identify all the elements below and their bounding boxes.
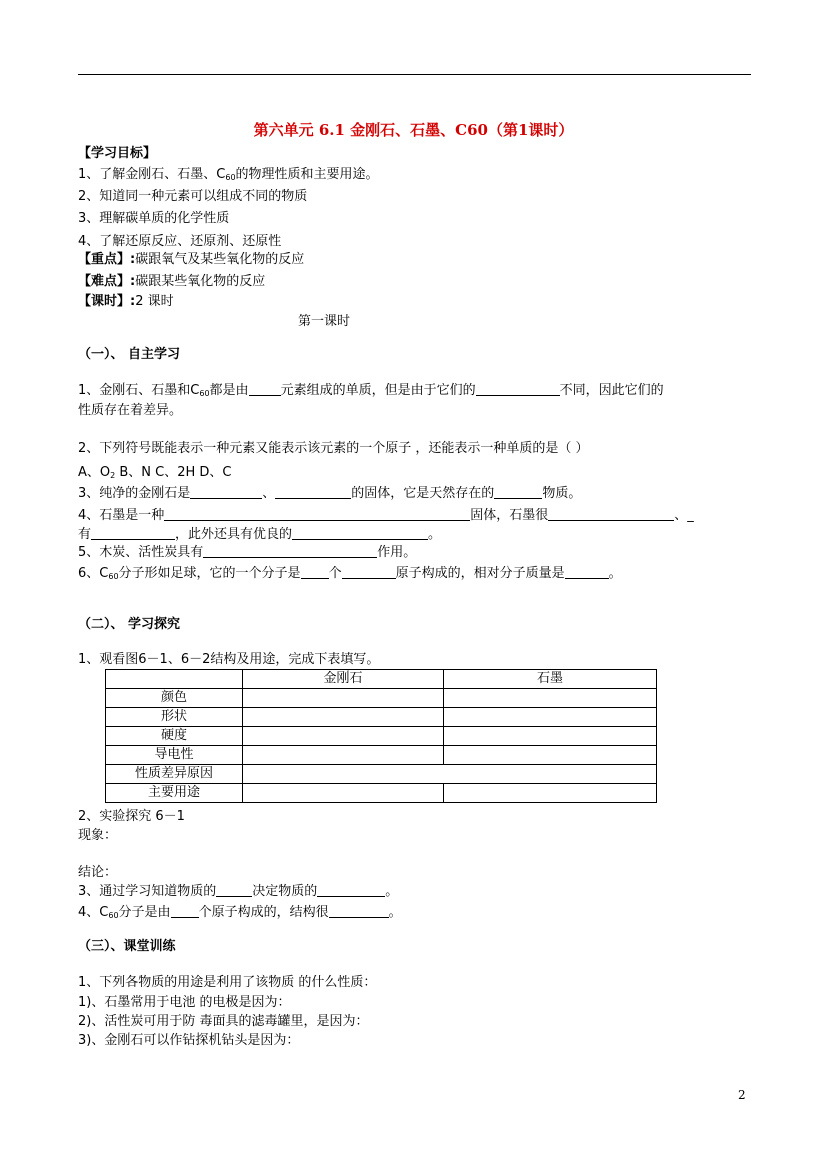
table-cell[interactable] xyxy=(444,746,657,765)
answer-blank[interactable] xyxy=(275,486,351,499)
answer-blank[interactable] xyxy=(329,905,389,918)
key-point: 【重点】:碳跟氧气及某些氧化物的反应 xyxy=(78,252,305,267)
s3-item-3: 3)、金刚石可以作钻探机钻头是因为： xyxy=(78,1033,300,1048)
s2-q2: 2、实验探究 6－1 xyxy=(78,809,185,824)
table-cell[interactable] xyxy=(444,784,657,803)
s1-q3: 3、纯净的金刚石是 、 的固体，它是天然存在的 物质。 xyxy=(78,486,582,501)
table-cell[interactable] xyxy=(243,689,444,708)
s1-q5: 5、木炭、活性炭具有 作用。 xyxy=(78,545,417,560)
answer-blank[interactable] xyxy=(565,566,609,579)
s1-q4-line2: 有 ，此外还具有优良的 。 xyxy=(78,527,442,542)
table-row xyxy=(106,689,657,708)
table-header-cell xyxy=(106,670,243,689)
s2-q1: 1、观看图6－1、6－2结构及用途，完成下表填写。 xyxy=(78,652,380,667)
objective-item-1: 1、了解金刚石、石墨、$C_{60}$的物理性质和主要用途。 xyxy=(78,167,379,182)
s1-q4-line1: 4、石墨是一种 固体，石墨很 、_ xyxy=(78,508,694,523)
answer-blank[interactable] xyxy=(317,884,385,897)
table-cell[interactable] xyxy=(444,708,657,727)
s1-q2-options: A、$O_2$ B、N C、2H D、C xyxy=(78,465,232,480)
s3-item-1: 1)、石墨常用于电池 的电极是因为： xyxy=(78,995,291,1010)
s3-q1: 1、下列各物质的用途是利用了该物质 的什么性质： xyxy=(78,975,377,990)
row-label: 硬度 xyxy=(106,727,243,746)
table-cell-merged[interactable] xyxy=(243,765,657,784)
table-cell[interactable] xyxy=(243,708,444,727)
section3-heading: （三）、课堂训练 xyxy=(78,939,176,954)
s3-item-2: 2)、活性炭可用于防 毒面具的滤毒罐里，是因为： xyxy=(78,1014,369,1029)
table-row xyxy=(106,765,657,784)
row-label: 性质差异原因 xyxy=(106,765,243,784)
table-cell[interactable] xyxy=(243,784,444,803)
s2-q4: 4、$C_{60}$分子是由 个原子构成的，结构很 。 xyxy=(78,905,402,920)
objectives-heading: 【学习目标】 xyxy=(78,146,157,161)
answer-blank[interactable] xyxy=(548,508,674,521)
s1-q2: 2、下列符号既能表示一种元素又能表示该元素的一个原子 ，还能表示一种单质的是（ ） xyxy=(78,441,589,456)
table-row xyxy=(106,708,657,727)
table-cell[interactable] xyxy=(444,689,657,708)
row-label: 形状 xyxy=(106,708,243,727)
row-label: 颜色 xyxy=(106,689,243,708)
header-rule xyxy=(78,74,751,75)
table-row xyxy=(106,727,657,746)
row-label: 导电性 xyxy=(106,746,243,765)
table-row xyxy=(106,746,657,765)
table-header-cell: 金刚石 xyxy=(243,670,444,689)
answer-blank[interactable] xyxy=(216,884,252,897)
lesson-label: 第一课时 xyxy=(298,314,351,329)
answer-blank[interactable] xyxy=(249,383,281,396)
page-number: 2 xyxy=(738,1088,746,1102)
phenomenon-label: 现象： xyxy=(78,828,118,843)
s1-q1-line1: 1、金刚石、石墨和$C_{60}$都是由 元素组成的单质，但是由于它们的 不同，因此它们的 xyxy=(78,383,664,398)
answer-blank[interactable] xyxy=(301,566,329,579)
answer-blank[interactable] xyxy=(494,486,542,499)
table-row xyxy=(106,784,657,803)
answer-blank[interactable] xyxy=(171,905,199,918)
s1-q6: 6、$C_{60}$分子形如足球，它的一个分子是 个 原子构成的，相对分子质量是 。 xyxy=(78,566,622,581)
comparison-table xyxy=(105,669,657,803)
row-label: 主要用途 xyxy=(106,784,243,803)
section1-heading: （一）、 自主学习 xyxy=(78,347,181,362)
table-cell[interactable] xyxy=(444,727,657,746)
objective-item-2: 2、知道同一种元素可以组成不同的物质 xyxy=(78,189,308,204)
difficulty-point: 【难点】:碳跟某些氧化物的反应 xyxy=(78,274,266,289)
table-cell[interactable] xyxy=(243,746,444,765)
answer-blank[interactable] xyxy=(91,527,175,540)
table-cell[interactable] xyxy=(243,727,444,746)
class-hours: 【课时】:2 课时 xyxy=(78,294,174,309)
objective-item-3: 3、理解碳单质的化学性质 xyxy=(78,211,230,226)
answer-blank[interactable] xyxy=(164,508,470,521)
table-header-cell: 石墨 xyxy=(444,670,657,689)
section2-heading: （二）、 学习探究 xyxy=(78,617,181,632)
s1-q1-line2: 性质存在着差异。 xyxy=(78,403,183,418)
answer-blank[interactable] xyxy=(203,545,377,558)
answer-blank[interactable] xyxy=(190,486,262,499)
objective-item-4: 4、了解还原反应、还原剂、还原性 xyxy=(78,234,282,249)
answer-blank[interactable] xyxy=(342,566,396,579)
s2-q3: 3、通过学习知道物质的 决定物质的 。 xyxy=(78,884,399,899)
answer-blank[interactable] xyxy=(476,383,560,396)
table-header-row xyxy=(106,670,657,689)
page-title: 第六单元 6.1 金刚石、石墨、C60（第1课时） xyxy=(253,121,574,139)
answer-blank[interactable] xyxy=(292,527,428,540)
conclusion-label: 结论： xyxy=(78,865,118,880)
